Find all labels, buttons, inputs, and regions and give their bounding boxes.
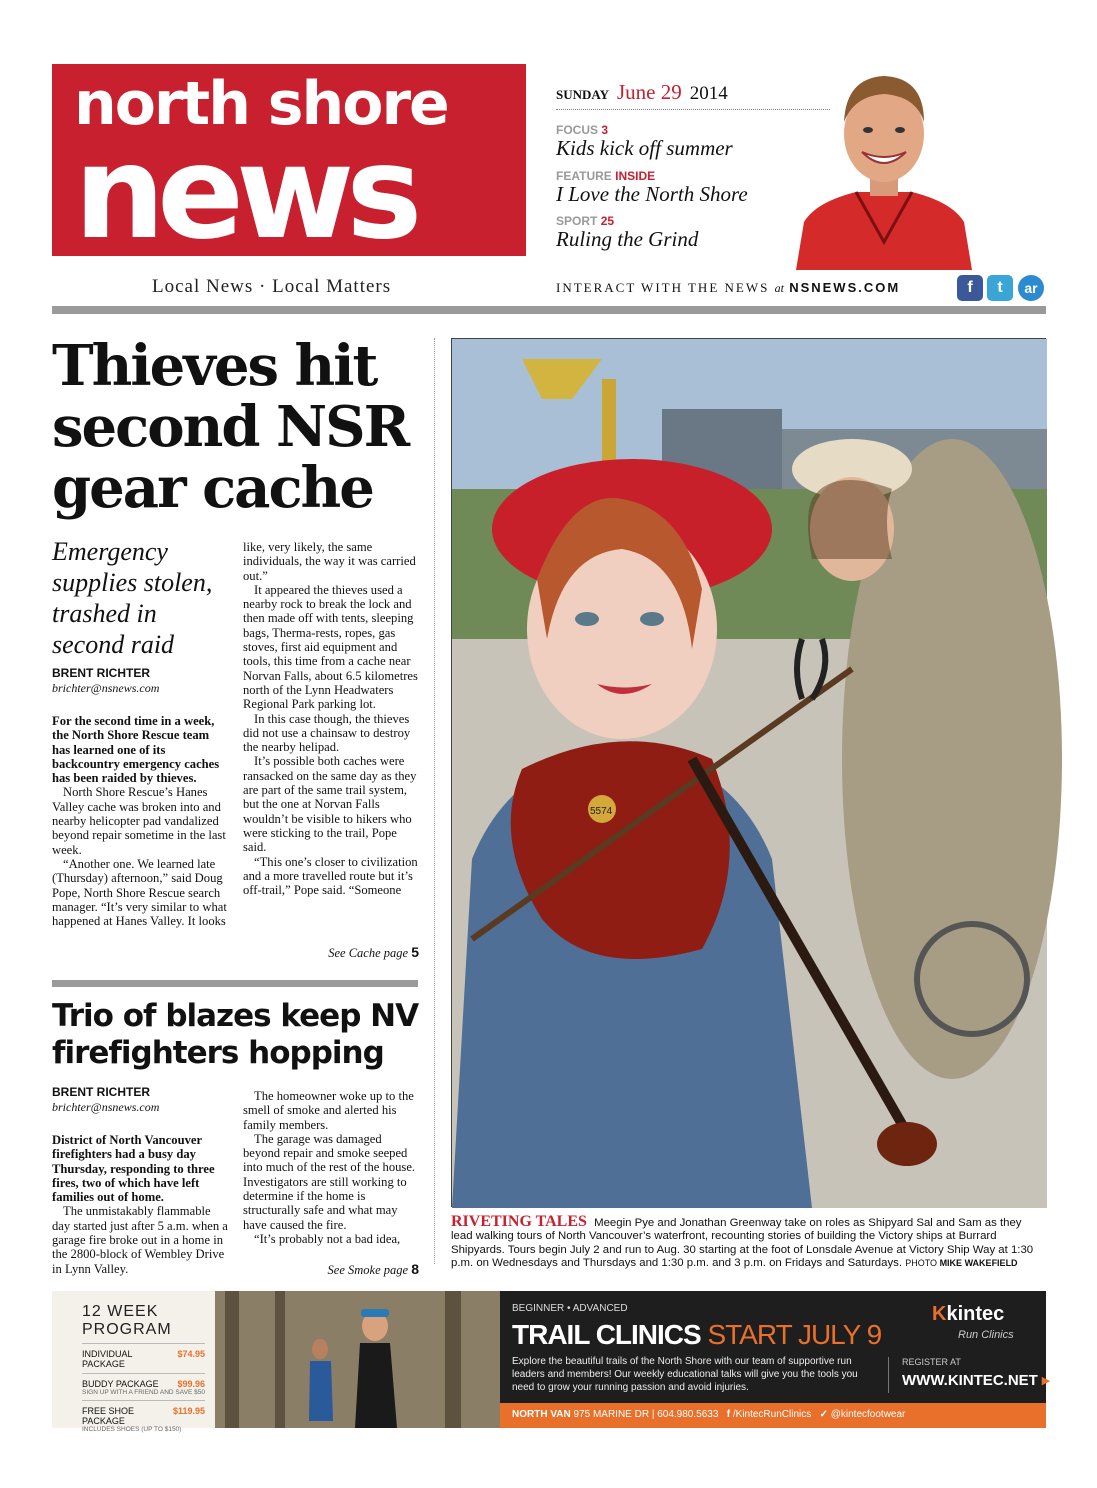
ad-package-row	[82, 1373, 205, 1389]
arrow-right-icon: ▸	[1042, 1372, 1050, 1389]
teaser-page: 3	[601, 123, 609, 137]
register-url: WWW.KINTEC.NET	[902, 1372, 1038, 1389]
ad-register-link[interactable]	[902, 1371, 1050, 1389]
package-note: SIGN UP WITH A FRIEND AND SAVE $50	[82, 1389, 205, 1396]
ad-start-date: START JULY 9	[707, 1319, 882, 1350]
package-price: $74.95	[177, 1349, 205, 1359]
lead-paragraph: North Shore Rescue’s Hanes Valley cache was broken into and nearby helicopter pad vandalized beyond repair sometime in the last week.	[52, 785, 226, 857]
masthead-rule	[52, 306, 1046, 314]
dateline-month-day: June 29	[616, 80, 682, 104]
second-paragraph: The unmistakably flammable day started just after 5 a.m. when a garage fire broke out in a home in the 2800-block of Wembley Drive in Lynn Valley.	[52, 1204, 228, 1276]
teaser-kicker: FEATURE	[556, 169, 612, 183]
facebook-icon: f	[726, 1409, 731, 1420]
story-separator	[52, 980, 418, 987]
jump-page: 8	[411, 1261, 419, 1277]
second-paragraph: “It’s probably not a bad idea,	[254, 1231, 401, 1246]
footer-twitter[interactable]: @kintecfootwear	[830, 1409, 906, 1420]
package-note: INCLUDES SHOES (UP TO $150)	[82, 1426, 182, 1433]
second-email: brichter@nsnews.com	[52, 1100, 160, 1114]
footer-address: 975 MARINE DR	[573, 1409, 650, 1420]
ad-title: TRAIL CLINICS	[512, 1319, 701, 1350]
lead-email: brichter@nsnews.com	[52, 681, 160, 695]
ad-trail-clinics-panel	[500, 1291, 1050, 1403]
main-photo	[451, 338, 1046, 1207]
package-price: $99.96	[177, 1379, 205, 1389]
lead-deck: Emergency supplies stolen, trashed in second raid	[52, 537, 213, 659]
footer-phone: 604.980.5633	[657, 1409, 719, 1420]
ad-blurb: Explore the beautiful trails of the North Shore with our team of supportive run leaders and members! Our weekly educational talks will give you the tools you need to grow your running passion and avoid injuries.	[512, 1356, 858, 1393]
ad-footer-bar: NORTH VAN 975 MARINE DR | 604.980.5633 f /KintecRunClinics ✓ @kintecfootwear	[500, 1403, 1046, 1428]
dateline	[556, 80, 830, 110]
photo-credit: MIKE WAKEFIELD	[939, 1257, 1018, 1268]
kintec-advertisement[interactable]	[52, 1291, 1050, 1433]
column-divider	[434, 338, 435, 1264]
teaser-feature[interactable]	[556, 169, 816, 206]
interact-line[interactable]	[556, 280, 900, 296]
website-link[interactable]: NSNEWS.COM	[789, 280, 901, 295]
tagline: Local News · Local Matters	[152, 276, 392, 297]
ad-package-row	[82, 1343, 205, 1369]
masthead-line-2: news	[74, 119, 415, 268]
second-byline: BRENT RICHTER	[52, 1085, 150, 1099]
interact-at: at	[774, 281, 784, 295]
teaser-portrait-photo	[796, 52, 972, 270]
second-paragraph: The garage was damaged beyond repair and smoke seeped into much of the rest of the house. Investigators are still working to determine if the home is structurally safe and what may have caused the fire.	[243, 1131, 416, 1232]
credit-label: PHOTO	[905, 1257, 938, 1268]
footer-facebook[interactable]: /KintecRunClinics	[732, 1409, 812, 1420]
lead-paragraph: like, very likely, the same individuals, the way it was carried out.”	[243, 540, 416, 583]
package-name: FREE SHOE PACKAGE	[82, 1406, 135, 1426]
photo-caption	[451, 1215, 1046, 1270]
ad-package-row	[82, 1400, 205, 1426]
second-column-2	[243, 1089, 419, 1246]
dateline-year: 2014	[689, 83, 728, 104]
ar-icon[interactable]: ar	[1018, 275, 1044, 301]
teaser-sport[interactable]	[556, 214, 816, 251]
lead-jump[interactable]	[243, 944, 419, 961]
ad-brand-sub: Run Clinics	[958, 1329, 1014, 1341]
teaser-kicker: FOCUS	[556, 123, 598, 137]
teaser-page: INSIDE	[615, 169, 656, 183]
twitter-icon: ✓	[819, 1409, 828, 1420]
ad-register-label: REGISTER AT	[902, 1357, 961, 1367]
lead-paragraph: It appeared the thieves used a nearby rock to break the lock and then made off with tents, sleeping bags, Therma-rests, ropes, gas stoves, first aid equipment and tools, this time from a cache near Norvan Falls, about 6.5 kilometres north of the Lynn Headwaters Regional Park parking lot.	[243, 582, 418, 712]
masthead-line-1: north shore	[74, 69, 448, 139]
second-jump[interactable]	[243, 1261, 419, 1278]
ad-divider	[888, 1357, 889, 1393]
lead-column-1	[52, 714, 228, 928]
lead-column-2	[243, 540, 419, 897]
second-headline[interactable]: Trio of blazes keep NV firefighters hopping	[52, 998, 419, 1071]
lead-paragraph: In this case though, the thieves did not use a chainsaw to destroy the nearby helipad.	[243, 711, 411, 755]
main-photo-illustration	[452, 339, 1047, 1208]
second-paragraph: District of North Vancouver firefighters had a busy day Thursday, responding to three fires, two of which have left families out of home.	[52, 1133, 215, 1205]
teaser-headline: Kids kick off summer	[556, 136, 733, 160]
jump-text: See Cache page	[328, 946, 409, 960]
teaser-focus[interactable]	[556, 123, 816, 160]
caption-text: Meegin Pye and Jonathan Greenway take on roles as Shipyard Sal and Sam as they lead walking tours of North Vancouver’s waterfront, recounting stories of building the Victory ships at Burrard Shipyards. Tours begin July 2 and run to Aug. 30 starting at the foot of Lonsdale Avenue at Victory Ship Way at 1:30 p.m. on Wednesdays and Thursdays and 1:30 p.m. and 3 p.m. on Fridays and Saturdays.	[451, 1217, 1034, 1269]
ad-program-title: 12 WEEK PROGRAM	[82, 1303, 172, 1338]
facebook-icon[interactable]: f	[957, 275, 983, 301]
teaser-headline: Ruling the Grind	[556, 227, 699, 251]
footer-city: NORTH VAN	[512, 1409, 571, 1420]
jump-page: 5	[411, 944, 419, 960]
jump-text: See Smoke page	[327, 1263, 409, 1277]
lead-headline[interactable]: Thieves hit second NSR gear cache	[52, 333, 409, 521]
teaser-page: 25	[600, 214, 615, 228]
package-name: INDIVIDUAL PACKAGE	[82, 1349, 133, 1369]
dateline-day: SUNDAY	[556, 87, 609, 102]
lead-paragraph: It’s possible both caches were ransacked on the same day as they are part of the same trail system, but the one at Norvan Falls wouldn’t be visible to hikers who were sticking to the trail, Pope said.	[243, 754, 417, 855]
second-paragraph: The homeowner woke up to the smell of smoke and alerted his family members.	[243, 1089, 414, 1132]
lead-byline: BRENT RICHTER	[52, 666, 150, 680]
second-column-1	[52, 1133, 228, 1276]
package-name: BUDDY PACKAGE	[82, 1379, 159, 1389]
lead-paragraph: For the second time in a week, the North Shore Rescue team has learned one of its backcountry emergency caches has been raided by thieves.	[52, 714, 220, 786]
ad-program-panel	[52, 1291, 215, 1433]
caption-kicker: RIVETING TALES	[451, 1213, 587, 1230]
interact-text: INTERACT WITH THE NEWS	[556, 280, 770, 295]
ad-level: BEGINNER • ADVANCED	[512, 1303, 628, 1314]
twitter-icon[interactable]: t	[987, 275, 1013, 301]
lead-paragraph: “This one’s closer to civilization and a more travelled route but it’s off-trail,” Pope said. “Someone	[243, 854, 418, 898]
lead-paragraph: “Another one. We learned late (Thursday) afternoon,” said Doug Pope, North Shore Rescue search manager. “It’s very similar to what happened at Hanes Valley. It looks	[52, 856, 227, 929]
teaser-headline: I Love the North Shore	[556, 182, 748, 206]
ad-runners-photo	[215, 1291, 500, 1428]
ad-brand: kintec	[946, 1303, 1005, 1325]
masthead-logo	[52, 64, 526, 268]
kintec-logo-icon: K	[932, 1303, 947, 1325]
teaser-kicker: SPORT	[556, 214, 598, 228]
fiddle-tag-number: 5574	[590, 806, 613, 817]
package-price: $119.95	[172, 1406, 205, 1416]
